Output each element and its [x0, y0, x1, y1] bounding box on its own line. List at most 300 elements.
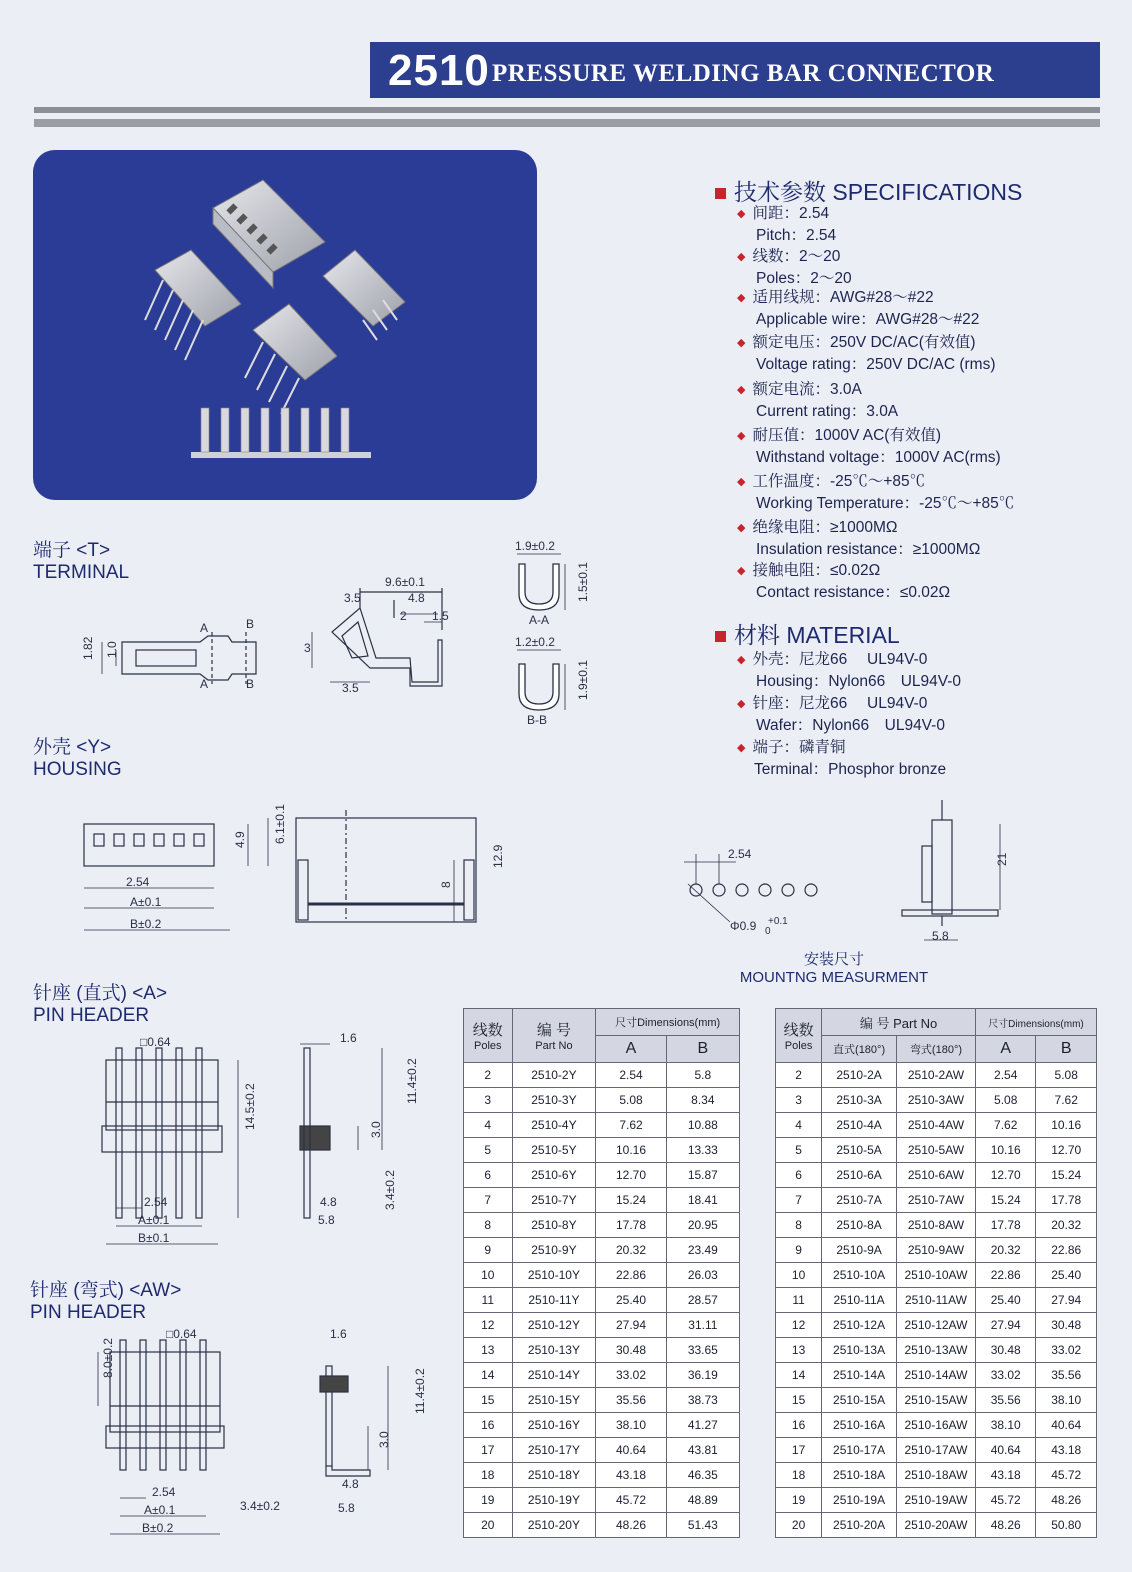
table-row — [464, 1388, 740, 1413]
dim-11-4-label: 11.4±0.2 — [413, 1368, 427, 1414]
table-cell: 2510-16A — [822, 1413, 897, 1438]
table-cell: 48.89 — [666, 1488, 739, 1513]
table-row — [464, 1513, 740, 1538]
dim-4-8: 4.8 — [342, 1477, 359, 1491]
table-cell: 45.72 — [1036, 1463, 1097, 1488]
table-cell: 40.64 — [975, 1438, 1036, 1463]
spec-withstand: ◆ 耐压值：1000V AC(有效值) Withstand voltage：1000V AC(rms) — [737, 428, 1001, 465]
table-cell: 2510-13AW — [897, 1338, 976, 1363]
table-cell: 33.02 — [1036, 1338, 1097, 1363]
table-cell: 30.48 — [596, 1338, 666, 1363]
table-row — [776, 1063, 1097, 1088]
table-cell: 10.16 — [596, 1138, 666, 1163]
table-cell: 30.48 — [975, 1338, 1036, 1363]
table-cell: 6 — [464, 1163, 513, 1188]
bullet-square-icon — [715, 188, 726, 199]
table-row — [464, 1413, 740, 1438]
dim-4-8: 4.8 — [320, 1195, 337, 1209]
table-cell: 19 — [776, 1488, 822, 1513]
table-cell: 40.64 — [1036, 1413, 1097, 1438]
dim-1-82: 1.82 — [81, 636, 95, 660]
table-row — [776, 1313, 1097, 1338]
table-row — [776, 1163, 1097, 1188]
table-cell: 31.11 — [666, 1313, 739, 1338]
table-cell: 2510-6A — [822, 1163, 897, 1188]
table-cell: 2510-4AW — [897, 1113, 976, 1138]
table-cell: 15 — [776, 1388, 822, 1413]
table-cell: 7.62 — [1036, 1088, 1097, 1113]
table-row — [464, 1113, 740, 1138]
table-cell: 8 — [464, 1213, 513, 1238]
table-cell: 40.64 — [596, 1438, 666, 1463]
dim-3: 3 — [304, 641, 311, 655]
spec-pitch: ◆ 间距：2.54 Pitch：2.54 — [737, 206, 836, 243]
table-row — [776, 1188, 1097, 1213]
table-cell: 38.73 — [666, 1388, 739, 1413]
connector-illustration — [33, 150, 537, 500]
table-cell: 25.40 — [596, 1288, 666, 1313]
table-cell: 2510-8A — [822, 1213, 897, 1238]
table-cell: 2510-19Y — [512, 1488, 596, 1513]
table-cell: 3 — [776, 1088, 822, 1113]
specifications-title: 技术参数 SPECIFICATIONS — [715, 174, 1022, 207]
table-cell: 48.26 — [1036, 1488, 1097, 1513]
table-cell: 2510-18AW — [897, 1463, 976, 1488]
table-cell: 7.62 — [975, 1113, 1036, 1138]
section-a-top: A — [200, 621, 209, 635]
table-cell: 43.18 — [596, 1463, 666, 1488]
dim-bb-width: 1.2±0.2 — [515, 635, 555, 649]
page-title: PRESSURE WELDING BAR CONNECTOR — [492, 60, 995, 87]
table-cell: 2510-19A — [822, 1488, 897, 1513]
table-cell: 2510-8Y — [512, 1213, 596, 1238]
table-cell: 2510-17AW — [897, 1438, 976, 1463]
dim-4-8: 4.8 — [408, 591, 425, 605]
table-row — [464, 1463, 740, 1488]
table-cell: 2510-18A — [822, 1463, 897, 1488]
table-cell: 2510-5Y — [512, 1138, 596, 1163]
table-cell: 14 — [464, 1363, 513, 1388]
table-cell: 22.86 — [596, 1263, 666, 1288]
table-cell: 2.54 — [596, 1063, 666, 1088]
table-cell: 2510-3AW — [897, 1088, 976, 1113]
table-cell: 30.48 — [1036, 1313, 1097, 1338]
table-cell: 2510-11AW — [897, 1288, 976, 1313]
table-cell: 35.56 — [596, 1388, 666, 1413]
table-cell: 2510-7A — [822, 1188, 897, 1213]
table-cell: 5.08 — [596, 1088, 666, 1113]
table-cell: 46.35 — [666, 1463, 739, 1488]
table-row — [776, 1363, 1097, 1388]
table-cell: 2510-13Y — [512, 1338, 596, 1363]
table-cell: 2510-14Y — [512, 1363, 596, 1388]
table-row — [464, 1163, 740, 1188]
table-row — [464, 1213, 740, 1238]
table-cell: 2510-13A — [822, 1338, 897, 1363]
table-cell: 2510-7Y — [512, 1188, 596, 1213]
title-banner — [370, 42, 1100, 98]
dim-3-0: 3.0 — [369, 1121, 383, 1138]
table-cell: 2510-9Y — [512, 1238, 596, 1263]
table-cell: 17.78 — [1036, 1188, 1097, 1213]
table-cell: 2510-12A — [822, 1313, 897, 1338]
mount-hole-dia: Φ0.9 — [730, 919, 757, 933]
table-cell: 2510-14A — [822, 1363, 897, 1388]
table-cell: 26.03 — [666, 1263, 739, 1288]
table-cell: 2510-15A — [822, 1388, 897, 1413]
product-photo — [33, 150, 537, 500]
table-cell: 10.88 — [666, 1113, 739, 1138]
dim-b: B±0.2 — [142, 1521, 174, 1535]
table-cell: 2510-11Y — [512, 1288, 596, 1313]
table-cell: 50.80 — [1036, 1513, 1097, 1538]
table-cell: 35.56 — [1036, 1363, 1097, 1388]
table-cell: 2510-8AW — [897, 1213, 976, 1238]
table-row — [776, 1088, 1097, 1113]
col-a: A — [596, 1036, 666, 1063]
model-number: 2510 — [388, 46, 490, 95]
col-poles: 线数 Poles — [464, 1009, 513, 1063]
table-cell: 10.16 — [975, 1138, 1036, 1163]
table-cell: 9 — [776, 1238, 822, 1263]
table-cell: 28.57 — [666, 1288, 739, 1313]
table-cell: 18.41 — [666, 1188, 739, 1213]
table-cell: 2510-20A — [822, 1513, 897, 1538]
table-cell: 2510-3Y — [512, 1088, 596, 1113]
col-b: B — [666, 1036, 739, 1063]
dim-1-6: 1.6 — [330, 1327, 347, 1341]
table-row — [776, 1488, 1097, 1513]
pin-header-label: 针座 (直式) <A> PIN HEADER — [33, 983, 168, 1026]
table-row — [464, 1438, 740, 1463]
table-row — [464, 1288, 740, 1313]
table-cell: 2510-11A — [822, 1288, 897, 1313]
table-cell: 8 — [776, 1213, 822, 1238]
table-row — [464, 1088, 740, 1113]
table-cell: 4 — [776, 1113, 822, 1138]
table-cell: 5 — [464, 1138, 513, 1163]
material-housing: ◆ 外壳：尼龙66 UL94V-0 Housing：Nylon66 UL94V-0 — [737, 652, 961, 689]
table-cell: 7.62 — [596, 1113, 666, 1138]
table-cell: 12.70 — [1036, 1138, 1097, 1163]
table-cell: 43.18 — [975, 1463, 1036, 1488]
dim-1-0: 1.0 — [105, 641, 119, 658]
table-row — [776, 1513, 1097, 1538]
table-cell: 48.26 — [975, 1513, 1036, 1538]
table-cell: 17 — [464, 1438, 513, 1463]
table-cell: 11 — [776, 1288, 822, 1313]
table-cell: 2510-6Y — [512, 1163, 596, 1188]
table-row — [464, 1188, 740, 1213]
dim-4-9: 4.9 — [233, 831, 247, 848]
spec-current: ◆ 额定电流：3.0A Current rating：3.0A — [737, 382, 898, 419]
table-cell: 2510-4A — [822, 1113, 897, 1138]
label-bb: B-B — [527, 713, 548, 727]
section-a-bottom: A — [200, 677, 209, 691]
dim-9-6: 9.6±0.1 — [385, 575, 425, 589]
pin-header-aw-label: 针座 (弯式) <AW> PIN HEADER — [30, 1280, 182, 1323]
table-row — [464, 1138, 740, 1163]
table-cell: 2510-2AW — [897, 1063, 976, 1088]
table-cell: 27.94 — [596, 1313, 666, 1338]
table-cell: 33.65 — [666, 1338, 739, 1363]
table-cell: 23.49 — [666, 1238, 739, 1263]
table-row — [776, 1238, 1097, 1263]
table-cell: 2510-3A — [822, 1088, 897, 1113]
material-title: 材料 MATERIAL — [715, 617, 900, 650]
housing-part-table — [463, 1008, 740, 1538]
table-cell: 2510-9A — [822, 1238, 897, 1263]
table-cell: 43.81 — [666, 1438, 739, 1463]
table-cell: 13 — [464, 1338, 513, 1363]
dim-a: A±0.1 — [138, 1213, 170, 1227]
table-cell: 2510-5A — [822, 1138, 897, 1163]
col-dimensions: 尺寸Dimensions(mm) — [596, 1009, 740, 1036]
table-row — [776, 1288, 1097, 1313]
table-cell: 38.10 — [596, 1413, 666, 1438]
table-cell: 20 — [464, 1513, 513, 1538]
spec-temperature: ◆ 工作温度：-25℃～+85℃ Working Temperature：-25℃～+85℃ — [737, 474, 1014, 511]
table-cell: 5.08 — [1036, 1063, 1097, 1088]
table-cell: 18 — [464, 1463, 513, 1488]
section-b-top: B — [246, 617, 255, 631]
dim-1-6: 1.6 — [340, 1031, 357, 1045]
col-dimensions: 尺寸Dimensions(mm) — [975, 1009, 1096, 1036]
table-cell: 2510-4Y — [512, 1113, 596, 1138]
table-cell: 2510-10AW — [897, 1263, 976, 1288]
spec-voltage: ◆ 额定电压：250V DC/AC(有效值) Voltage rating：250V DC/AC (rms) — [737, 335, 995, 372]
mount-pitch: 2.54 — [728, 847, 752, 861]
table-row — [776, 1338, 1097, 1363]
dim-11-4: 11.4±0.2 — [405, 1058, 419, 1104]
table-row — [464, 1263, 740, 1288]
table-row — [776, 1388, 1097, 1413]
col-straight: 直式(180°) — [822, 1036, 897, 1063]
table-cell: 12.70 — [975, 1163, 1036, 1188]
table-cell: 14 — [776, 1363, 822, 1388]
table-cell: 15.87 — [666, 1163, 739, 1188]
section-b-bottom: B — [246, 677, 255, 691]
table-cell: 25.40 — [1036, 1263, 1097, 1288]
pin-header-drawing — [90, 1030, 420, 1260]
dim-1-5: 1.5 — [432, 609, 449, 623]
table-cell: 2510-5AW — [897, 1138, 976, 1163]
label-aa: A-A — [529, 613, 550, 627]
table-cell: 2510-20Y — [512, 1513, 596, 1538]
table-cell: 9 — [464, 1238, 513, 1263]
table-cell: 2510-17Y — [512, 1438, 596, 1463]
dim-pin-size: □0.64 — [140, 1035, 171, 1049]
material-terminal: ◆ 端子：磷青铜 Terminal：Phosphor bronze — [737, 740, 946, 777]
table-cell: 19 — [464, 1488, 513, 1513]
table-row — [776, 1438, 1097, 1463]
col-b: B — [1036, 1036, 1097, 1063]
table-cell: 22.86 — [1036, 1238, 1097, 1263]
dim-b: B±0.1 — [138, 1231, 170, 1245]
table-cell: 4 — [464, 1113, 513, 1138]
dim-5-8: 5.8 — [318, 1213, 335, 1227]
dim-pin-size: □0.64 — [166, 1327, 197, 1341]
dim-3-0: 3.0 — [377, 1431, 391, 1448]
table-cell: 2510-2Y — [512, 1063, 596, 1088]
table-cell: 27.94 — [1036, 1288, 1097, 1313]
table-row — [776, 1413, 1097, 1438]
table-cell: 12 — [464, 1313, 513, 1338]
table-cell: 18 — [776, 1463, 822, 1488]
divider-stripe — [34, 107, 1100, 113]
table-cell: 5.08 — [975, 1088, 1036, 1113]
table-row — [464, 1338, 740, 1363]
bullet-square-icon — [715, 631, 726, 642]
table-cell: 2510-10A — [822, 1263, 897, 1288]
pin-header-aw-drawing — [80, 1326, 427, 1546]
table-cell: 2510-16AW — [897, 1413, 976, 1438]
dim-6-1: 6.1±0.1 — [273, 804, 287, 844]
table-cell: 20.32 — [596, 1238, 666, 1263]
table-cell: 17.78 — [596, 1213, 666, 1238]
material-wafer: ◆ 针座：尼龙66 UL94V-0 Wafer：Nylon66 UL94V-0 — [737, 696, 945, 733]
table-row — [464, 1363, 740, 1388]
table-row — [464, 1238, 740, 1263]
table-cell: 2510-18Y — [512, 1463, 596, 1488]
spec-insulation: ◆ 绝缘电阻：≥1000MΩ Insulation resistance：≥1000MΩ — [737, 520, 980, 557]
table-cell: 6 — [776, 1163, 822, 1188]
table-row — [776, 1138, 1097, 1163]
table-cell: 48.26 — [596, 1513, 666, 1538]
terminal-label: 端子 <T> TERMINAL — [33, 540, 130, 583]
table-cell: 10 — [776, 1263, 822, 1288]
table-cell: 2510-2A — [822, 1063, 897, 1088]
table-cell: 27.94 — [975, 1313, 1036, 1338]
table-cell: 33.02 — [975, 1363, 1036, 1388]
dim-2-54: 2.54 — [126, 875, 150, 889]
table-cell: 45.72 — [975, 1488, 1036, 1513]
table-cell: 22.86 — [975, 1263, 1036, 1288]
dim-3-4: 3.4±0.2 — [383, 1170, 397, 1210]
table-cell: 20.95 — [666, 1213, 739, 1238]
section-views — [505, 536, 605, 736]
table-cell: 10.16 — [1036, 1113, 1097, 1138]
table-cell: 5 — [776, 1138, 822, 1163]
table-cell: 2510-19AW — [897, 1488, 976, 1513]
table-cell: 43.18 — [1036, 1438, 1097, 1463]
dim-a: A±0.1 — [130, 895, 162, 909]
table-cell: 51.43 — [666, 1513, 739, 1538]
table-cell: 2 — [464, 1063, 513, 1088]
dim-8-0: 8.0±0.2 — [101, 1338, 115, 1378]
spec-contact: ◆ 接触电阻：≤0.02Ω Contact resistance：≤0.02Ω — [737, 563, 950, 600]
table-cell: 15.24 — [1036, 1163, 1097, 1188]
table-row — [464, 1488, 740, 1513]
table-cell: 2510-17A — [822, 1438, 897, 1463]
col-poles: 线数 Poles — [776, 1009, 822, 1063]
dim-aa-height: 1.5±0.1 — [576, 562, 590, 602]
table-cell: 38.10 — [1036, 1388, 1097, 1413]
table-cell: 10 — [464, 1263, 513, 1288]
table-cell: 15.24 — [596, 1188, 666, 1213]
table-cell: 12 — [776, 1313, 822, 1338]
table-cell: 2510-16Y — [512, 1413, 596, 1438]
table-row — [776, 1113, 1097, 1138]
table-cell: 2510-14AW — [897, 1363, 976, 1388]
table-row — [464, 1063, 740, 1088]
table-cell: 3 — [464, 1088, 513, 1113]
table-cell: 2510-7AW — [897, 1188, 976, 1213]
table-cell: 2.54 — [975, 1063, 1036, 1088]
col-part-no: 编 号 Part No — [512, 1009, 596, 1063]
table-row — [464, 1313, 740, 1338]
table-cell: 36.19 — [666, 1363, 739, 1388]
table-cell: 12.70 — [596, 1163, 666, 1188]
mount-tolerance-zero: 0 — [765, 926, 771, 937]
housing-drawing — [70, 804, 505, 940]
table-cell: 38.10 — [975, 1413, 1036, 1438]
table-cell: 16 — [776, 1413, 822, 1438]
spec-wire: ◆ 适用线规：AWG#28～#22 Applicable wire：AWG#28～#22 — [737, 290, 979, 327]
table-cell: 8.34 — [666, 1088, 739, 1113]
table-cell: 13 — [776, 1338, 822, 1363]
dim-a: A±0.1 — [144, 1503, 176, 1517]
table-cell: 2510-15Y — [512, 1388, 596, 1413]
table-cell: 17 — [776, 1438, 822, 1463]
table-cell: 35.56 — [975, 1388, 1036, 1413]
mount-width: 5.8 — [932, 929, 949, 943]
table-cell: 2510-9AW — [897, 1238, 976, 1263]
table-cell: 20 — [776, 1513, 822, 1538]
col-bent: 弯式(180°) — [897, 1036, 976, 1063]
mounting-drawing — [680, 800, 1010, 950]
table-cell: 2510-20AW — [897, 1513, 976, 1538]
divider-stripe — [34, 119, 1100, 127]
table-cell: 25.40 — [975, 1288, 1036, 1313]
table-cell: 7 — [776, 1188, 822, 1213]
mount-height: 21 — [995, 852, 1009, 866]
dim-2: 2 — [400, 609, 407, 623]
table-row — [776, 1263, 1097, 1288]
table-cell: 20.32 — [1036, 1213, 1097, 1238]
table-cell: 5.8 — [666, 1063, 739, 1088]
table-cell: 2510-10Y — [512, 1263, 596, 1288]
table-cell: 41.27 — [666, 1413, 739, 1438]
col-part-no: 编 号 Part No — [822, 1009, 976, 1036]
table-cell: 16 — [464, 1413, 513, 1438]
table-cell: 2510-6AW — [897, 1163, 976, 1188]
dim-3-5b: 3.5 — [342, 681, 359, 695]
spec-poles: ◆ 线数：2～20 Poles：2～20 — [737, 249, 852, 286]
table-cell: 20.32 — [975, 1238, 1036, 1263]
dim-aa-width: 1.9±0.2 — [515, 539, 555, 553]
table-cell: 17.78 — [975, 1213, 1036, 1238]
dim-8: 8 — [439, 881, 453, 888]
table-cell: 15.24 — [975, 1188, 1036, 1213]
col-a: A — [975, 1036, 1036, 1063]
table-row — [776, 1213, 1097, 1238]
mount-tolerance: +0.1 — [768, 916, 788, 927]
table-row — [776, 1463, 1097, 1488]
table-cell: 13.33 — [666, 1138, 739, 1163]
dim-bb-height: 1.9±0.1 — [576, 660, 590, 700]
dim-12-9: 12.9 — [491, 844, 505, 868]
dim-5-8: 5.8 — [338, 1501, 355, 1515]
table-cell: 2 — [776, 1063, 822, 1088]
table-cell: 15 — [464, 1388, 513, 1413]
table-cell: 2510-15AW — [897, 1388, 976, 1413]
table-cell: 45.72 — [596, 1488, 666, 1513]
dim-pitch: 2.54 — [152, 1485, 176, 1499]
dim-3-4: 3.4±0.2 — [240, 1499, 280, 1513]
dim-pitch: 2.54 — [144, 1195, 168, 1209]
dim-b: B±0.2 — [130, 917, 162, 931]
